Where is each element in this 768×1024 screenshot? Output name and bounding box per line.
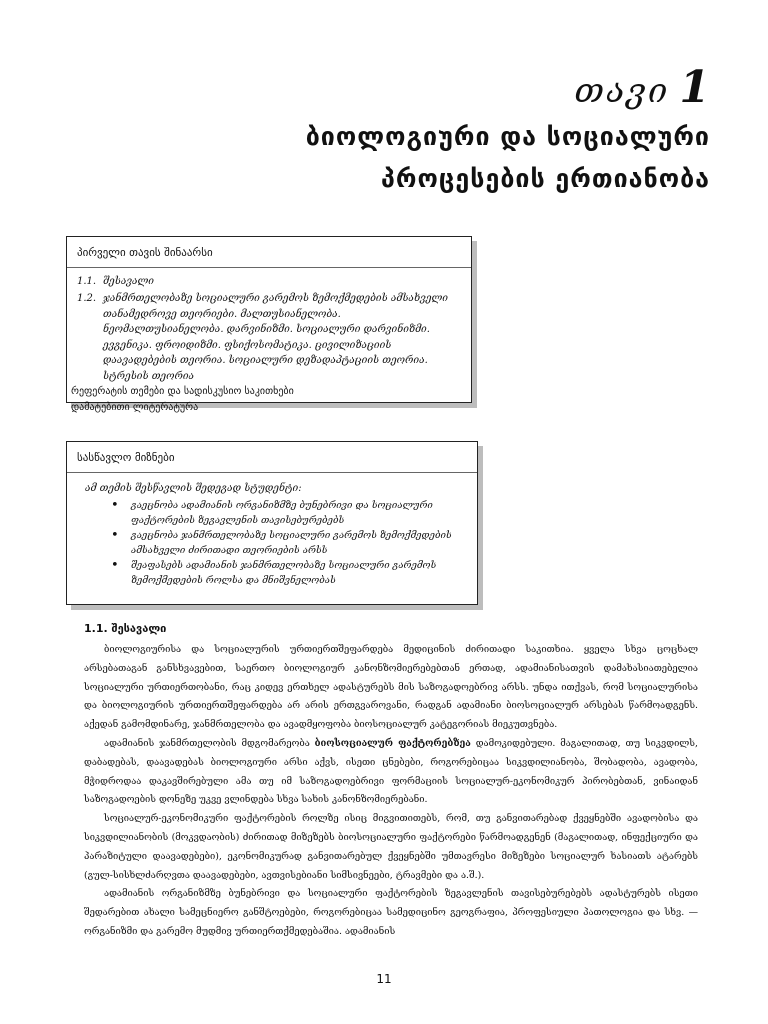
bold-term: ბიოსოციალურ ფაქტორებზეა xyxy=(314,737,471,749)
chapter-title-line-1: ბიოლოგიური და სოციალური xyxy=(305,122,710,151)
goals-box xyxy=(66,441,478,605)
toc-extra-item: დამატებითი ლიტერატურა xyxy=(71,401,199,413)
chapter-label xyxy=(574,62,712,113)
goal-item: • შეაფასებს ადამიანის ჯანმრთელობაზე სოციალური გარემოს ზემოქმედების როლსა და მნიშვნელობას xyxy=(77,558,469,588)
toc-extra-item: რეფერატის თემები და სადისკუსიო საკითხები xyxy=(71,386,294,397)
chapter-title xyxy=(150,116,710,200)
chapter-number: 1 xyxy=(679,62,712,113)
toc-item-text: ჯანმრთელობაზე სოციალური გარემოს ზემოქმედების ამსახველი თანამედროვე თეორიები. მალთუსიანელობა. ნეომალთუსიანელობა. დარვინიზმი. სოციალური დარვინიზმი. ევგენიკა. ფროიდიზმი. ფსიქოსომატიკა. ცივილიზაციის დაავადებების თეორია. სოციალური დეზადაპტაციის თეორია. სტრესის თეორია xyxy=(103,293,448,382)
paragraph xyxy=(84,735,698,810)
goal-item: • გაეცნობა ადამიანის ორგანიზმზე ბუნებრივი და სოციალური ფაქტორების ზეგავლენის თავისებურებებს xyxy=(77,498,469,528)
toc-item-number: 1.2. xyxy=(77,293,97,304)
body-text xyxy=(84,641,698,942)
paragraph: ბიოლოგიურისა და სოციალურის ურთიერთშეფარდება მედიცინის ძირითადი საკითხია. ყველა სხვა ცოცხალ არსებათაგან განსხვავებით, საერთო ბიოლოგიურ კანონზომიერებებთან ერთად, ადამიანისათვის დამახასიათებელია სოციალური ურთიერთობანი, რაც კიდევ ერთხელ ადასტურებს მის საზოგადოებრივ არსს. უნდა ითქვას, რომ სოციალურისა და ბიოლოგიურის ურთიერთშეფარდება არ არის ერთგვაროვანი, რადგან ადამიანი ბიოსოციალურ არსებას წარმოადგენს. აქედან გამომდინარე, ჯანმრთელობა და ავადმყოფობა ბიოსოციალურ კატეგორიას მიეკუთვნება. xyxy=(84,644,698,731)
section-heading: 1.1. შესავალი xyxy=(84,622,167,635)
goals-header: სასწავლო მიზნები xyxy=(67,442,477,473)
paragraph: სოციალურ-ეკონომიკური ფაქტორების როლზე ისიც მიგვითითებს, რომ, თუ განვითარებად ქვეყნებში ავადობისა და სიკვდილიანობის (მოკვდაობის) ძირითად მიზეზებს ბიოსოციალური ფაქტორები წარმოადგენენ (მაგალითად, ინფექციური და პარაზიტული დაავადებები), ეკონომიკურად განვითარებულ ქვეყნებში უმთავრესი მიზეზები სოციალურ ხასიათს ატარებს (გულ-სისხლძარღვთა დაავადებები, ავთვისებიანი სიმსივნეები, ტრავმები და ა.შ.). xyxy=(84,813,698,881)
contents-list xyxy=(67,268,471,420)
page-number: 11 xyxy=(376,972,392,986)
chapter-title-line-2: პროცესების ერთიანობა xyxy=(381,164,710,193)
toc-item-text: შესავალი xyxy=(103,275,154,287)
paragraph-text: ადამიანის ჯანმრთელობის მდგომარეობა xyxy=(104,737,315,749)
contents-header: პირველი თავის შინაარსი xyxy=(67,237,471,268)
toc-item xyxy=(77,274,463,290)
goal-item: • გაეცნობა ჯანმრთელობაზე სოციალური გარემოს ზემოქმედების ამსახველი ძირითადი თეორიების არსს xyxy=(77,528,469,558)
paragraph-text: დამოკიდებული. მაგალითად, თუ სიკვდილს, დაბადებას, დაავადებას ბიოლოგიური არსი აქვს, ისეთი ცნებები, როგორებიცაა სიკვდილიანობა, შობადობა, ავადობა, მჭიდროდაა დაკავშირებული ამა თუ იმ საზოგადოებრივი ფორმაციის სოციალურ-ეკონომიკურ პირობებთან, ვინაიდან საზოგადოების დონეზე უკვე ვლინდება სხვა სახის კანონზომიერებანი. xyxy=(84,737,698,806)
paragraph: ადამიანის ორგანიზმზე ბუნებრივი და სოციალური ფაქტორების ზეგავლენის თავისებურებებს ადასტურებს ისეთი შედარებით ახალი სამეცნიერო განშტოებები, როგორებიცაა სამედიცინო გეოგრაფია, პროფესიული პათოლოგია და სხვ. — ორგანიზმი და გარემო მუდმივ ურთიერთქმედებაშია. ადამიანის xyxy=(84,888,698,937)
chapter-word: თავი xyxy=(574,71,670,111)
goals-list xyxy=(67,473,477,593)
toc-item-number: 1.1. xyxy=(77,275,97,287)
toc-item xyxy=(77,291,463,384)
goals-intro: ამ თემის შესწავლის შედეგად სტუდენტი: xyxy=(85,482,302,494)
contents-box xyxy=(66,236,472,413)
